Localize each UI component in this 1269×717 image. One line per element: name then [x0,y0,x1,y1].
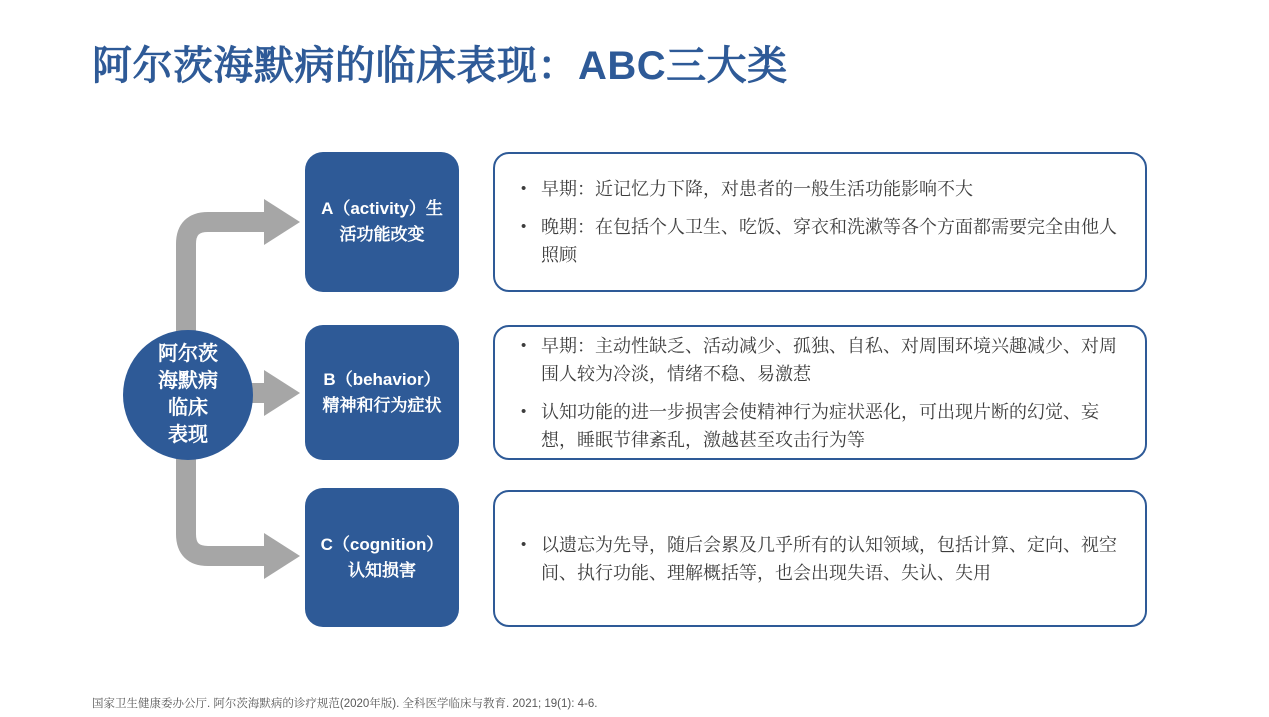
category-box-behavior [305,325,459,460]
category-label-line: 精神和行为症状 [322,395,442,415]
bullet-list [495,531,1145,587]
category-label-line: 认知损害 [348,560,416,580]
category-label-line: C（cognition） [320,534,444,554]
bullet-item [517,531,1127,587]
bullet-item [517,213,1127,269]
bullet-text: 认知功能的进一步损害会使精神行为症状恶化，可出现片断的幻觉、妄想，睡眠节律紊乱，激越甚至攻击行为等 [541,401,1099,450]
bullet-list [495,175,1145,269]
bullet-list [495,332,1145,454]
category-box-cognition [305,488,459,627]
bullet-icon: • [521,336,527,354]
arrowhead-middle-icon [264,370,300,416]
hub-text-line: 临床 [168,397,208,419]
hub-text-line: 表现 [168,424,208,446]
arrowhead-top-icon [264,199,300,245]
hub-text-line: 阿尔茨 [158,343,218,365]
category-label-line: A（activity）生 [321,199,443,218]
category-box-activity [305,152,459,292]
detail-box-behavior [493,325,1147,460]
bullet-item [517,175,1127,203]
detail-box-activity [493,152,1147,292]
bullet-text: 早期：主动性缺乏、活动减少、孤独、自私、对周围环境兴趣减少、对周围人较为冷淡，情绪不稳、易激惹 [541,335,1117,384]
bullet-text: 晚期：在包括个人卫生、吃饭、穿衣和洗漱等各个方面都需要完全由他人照顾 [541,217,1117,265]
citation-footer: 国家卫生健康委办公厅. 阿尔茨海默病的诊疗规范(2020年版). 全科医学临床与教育. 2021; 19(1): 4-6. [92,698,598,710]
bullet-item [517,332,1127,388]
category-label-line: B（behavior） [323,369,441,389]
detail-box-cognition [493,490,1147,627]
bullet-text: 以遗忘为先导，随后会累及几乎所有的认知领域，包括计算、定向、视空间、执行功能、理解概括等，也会出现失语、失认、失用 [541,534,1117,583]
bullet-icon: • [521,218,527,235]
bullet-text: 早期：近记忆力下降，对患者的一般生活功能影响不大 [541,179,973,199]
bullet-item [517,398,1127,454]
hub-circle [123,330,253,460]
hub-text-line: 海默病 [158,370,218,392]
bullet-icon: • [521,180,527,197]
arrowhead-bottom-icon [264,533,300,579]
bullet-icon: • [521,535,527,553]
bullet-icon: • [521,402,527,420]
page-title: 阿尔茨海默病的临床表现：ABC三大类 [92,44,788,88]
category-label-line: 活功能改变 [339,225,425,244]
